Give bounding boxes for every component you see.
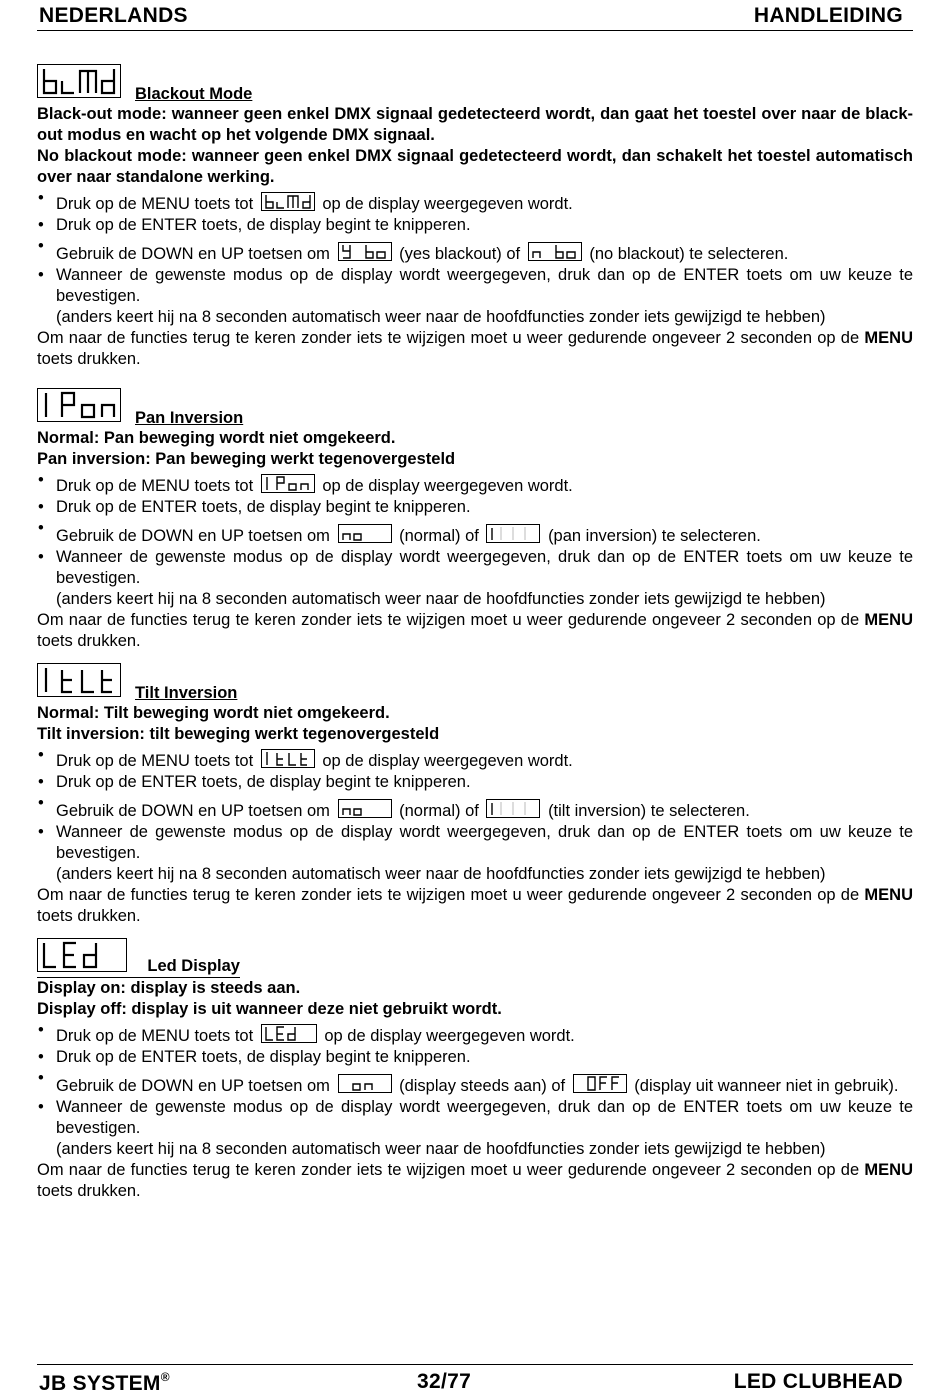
section-pan-inversion	[37, 388, 913, 652]
mini-display-LEd	[261, 1024, 317, 1043]
mini-display-normal	[338, 524, 392, 543]
mode-description-1: Normal: Pan beweging wordt niet omgekeerd.	[37, 429, 396, 447]
page-footer	[37, 1364, 913, 1397]
mode-description-2: Display off: display is uit wanneer deze niet gebruikt wordt.	[37, 1000, 502, 1018]
mini-display-on	[338, 1074, 392, 1093]
page-header	[37, 2, 913, 31]
list-item: • Gebruik de DOWN en UP toetsen om (normal) of (pan inversion) te selecteren.	[37, 518, 913, 547]
list-item: • Wanneer de gewenste modus op de display wordt weergegeven, druk dan op de ENTER toets om uw keuze te bevestigen.	[37, 1097, 913, 1139]
timeout-note: (anders keert hij na 8 seconden automatisch weer naar de hoofdfuncties zonder iets gewijzigd te hebben)	[56, 308, 826, 326]
mode-description-2: Pan inversion: Pan beweging werkt tegenovergesteld	[37, 450, 456, 468]
list-item: • Wanneer de gewenste modus op de display wordt weergegeven, druk dan op de ENTER toets om uw keuze te bevestigen.	[37, 265, 913, 307]
list-item: • Druk op de MENU toets tot op de display weergegeven wordt.	[37, 470, 913, 497]
segment-display-bLNd	[37, 64, 121, 98]
mode-description-1: Black-out mode: wanneer geen enkel DMX signaal gedetecteerd wordt, dan gaat het toestel over naar de black-out modus en wacht op het volgende DMX signaal.	[37, 105, 913, 144]
list-item: • Druk op de ENTER toets, de display begint te knipperen.	[37, 215, 913, 236]
timeout-note: (anders keert hij na 8 seconden automatisch weer naar de hoofdfuncties zonder iets gewijzigd te hebben)	[56, 865, 826, 883]
section-led-display	[37, 938, 913, 1202]
mode-description-1: Normal: Tilt beweging wordt niet omgekeerd.	[37, 704, 390, 722]
header-doc-type: HANDLEIDING	[753, 4, 903, 27]
timeout-note: (anders keert hij na 8 seconden automatisch weer naar de hoofdfuncties zonder iets gewijzigd te hebben)	[56, 590, 826, 608]
timeout-note: (anders keert hij na 8 seconden automatisch weer naar de hoofdfuncties zonder iets gewijzigd te hebben)	[56, 1140, 826, 1158]
segment-display-ItLt	[37, 663, 121, 697]
mini-display-inversion	[486, 799, 540, 818]
list-item: • Druk op de ENTER toets, de display begint te knipperen.	[37, 1047, 913, 1068]
mini-display-inversion	[486, 524, 540, 543]
mini-display-off	[573, 1074, 627, 1093]
page-number: 32/77	[417, 1370, 472, 1393]
segment-display-IPan	[37, 388, 121, 422]
list-item: • Gebruik de DOWN en UP toetsen om (display steeds aan) of (display uit wanneer niet in gebruik).	[37, 1068, 913, 1097]
list-item: • Druk op de ENTER toets, de display begint te knipperen.	[37, 772, 913, 793]
header-language: NEDERLANDS	[39, 4, 188, 27]
list-item: • Druk op de MENU toets tot op de display weergegeven wordt.	[37, 1020, 913, 1047]
list-item: • Wanneer de gewenste modus op de display wordt weergegeven, druk dan op de ENTER toets om uw keuze te bevestigen.	[37, 547, 913, 589]
exit-instruction: Om naar de functies terug te keren zonder iets te wijzigen moet u weer gedurende ongeveer 2 seconden op de MENU toets drukken.	[37, 886, 913, 925]
list-item: • Druk op de ENTER toets, de display begint te knipperen.	[37, 497, 913, 518]
section-title: Blackout Mode	[135, 85, 253, 103]
section-title: Tilt Inversion	[135, 684, 238, 702]
mini-display-yes-blackout	[338, 242, 392, 261]
section-blackout-mode	[37, 64, 913, 370]
mode-description-2: Tilt inversion: tilt beweging werkt tegenovergesteld	[37, 725, 440, 743]
footer-product: LED CLUBHEAD	[733, 1370, 903, 1393]
mini-display-bLNd	[261, 192, 315, 211]
mode-description-2: No blackout mode: wanneer geen enkel DMX signaal gedetecteerd wordt, dan schakelt het toestel automatisch over naar standalone werking.	[37, 147, 913, 186]
mini-display-ItLt	[261, 749, 315, 768]
list-item: • Wanneer de gewenste modus op de display wordt weergegeven, druk dan op de ENTER toets om uw keuze te bevestigen.	[37, 822, 913, 864]
mini-display-IPan	[261, 474, 315, 493]
list-item: • Gebruik de DOWN en UP toetsen om (yes blackout) of (no blackout) te selecteren.	[37, 236, 913, 265]
list-item: • Druk op de MENU toets tot op de display weergegeven wordt.	[37, 745, 913, 772]
mode-description-1: Display on: display is steeds aan.	[37, 979, 301, 997]
exit-instruction: Om naar de functies terug te keren zonder iets te wijzigen moet u weer gedurende ongeveer 2 seconden op de MENU toets drukken.	[37, 329, 913, 368]
mini-display-no-blackout	[528, 242, 582, 261]
section-title: Pan Inversion	[135, 409, 244, 427]
footer-brand: JB SYSTEM®	[39, 1370, 170, 1395]
exit-instruction: Om naar de functies terug te keren zonder iets te wijzigen moet u weer gedurende ongeveer 2 seconden op de MENU toets drukken.	[37, 611, 913, 650]
section-tilt-inversion	[37, 663, 913, 927]
exit-instruction: Om naar de functies terug te keren zonder iets te wijzigen moet u weer gedurende ongeveer 2 seconden op de MENU toets drukken.	[37, 1161, 913, 1200]
list-item: • Druk op de MENU toets tot op de display weergegeven wordt.	[37, 188, 913, 215]
mini-display-normal	[338, 799, 392, 818]
list-item: • Gebruik de DOWN en UP toetsen om (normal) of (tilt inversion) te selecteren.	[37, 793, 913, 822]
section-title: Led Display	[37, 956, 240, 978]
